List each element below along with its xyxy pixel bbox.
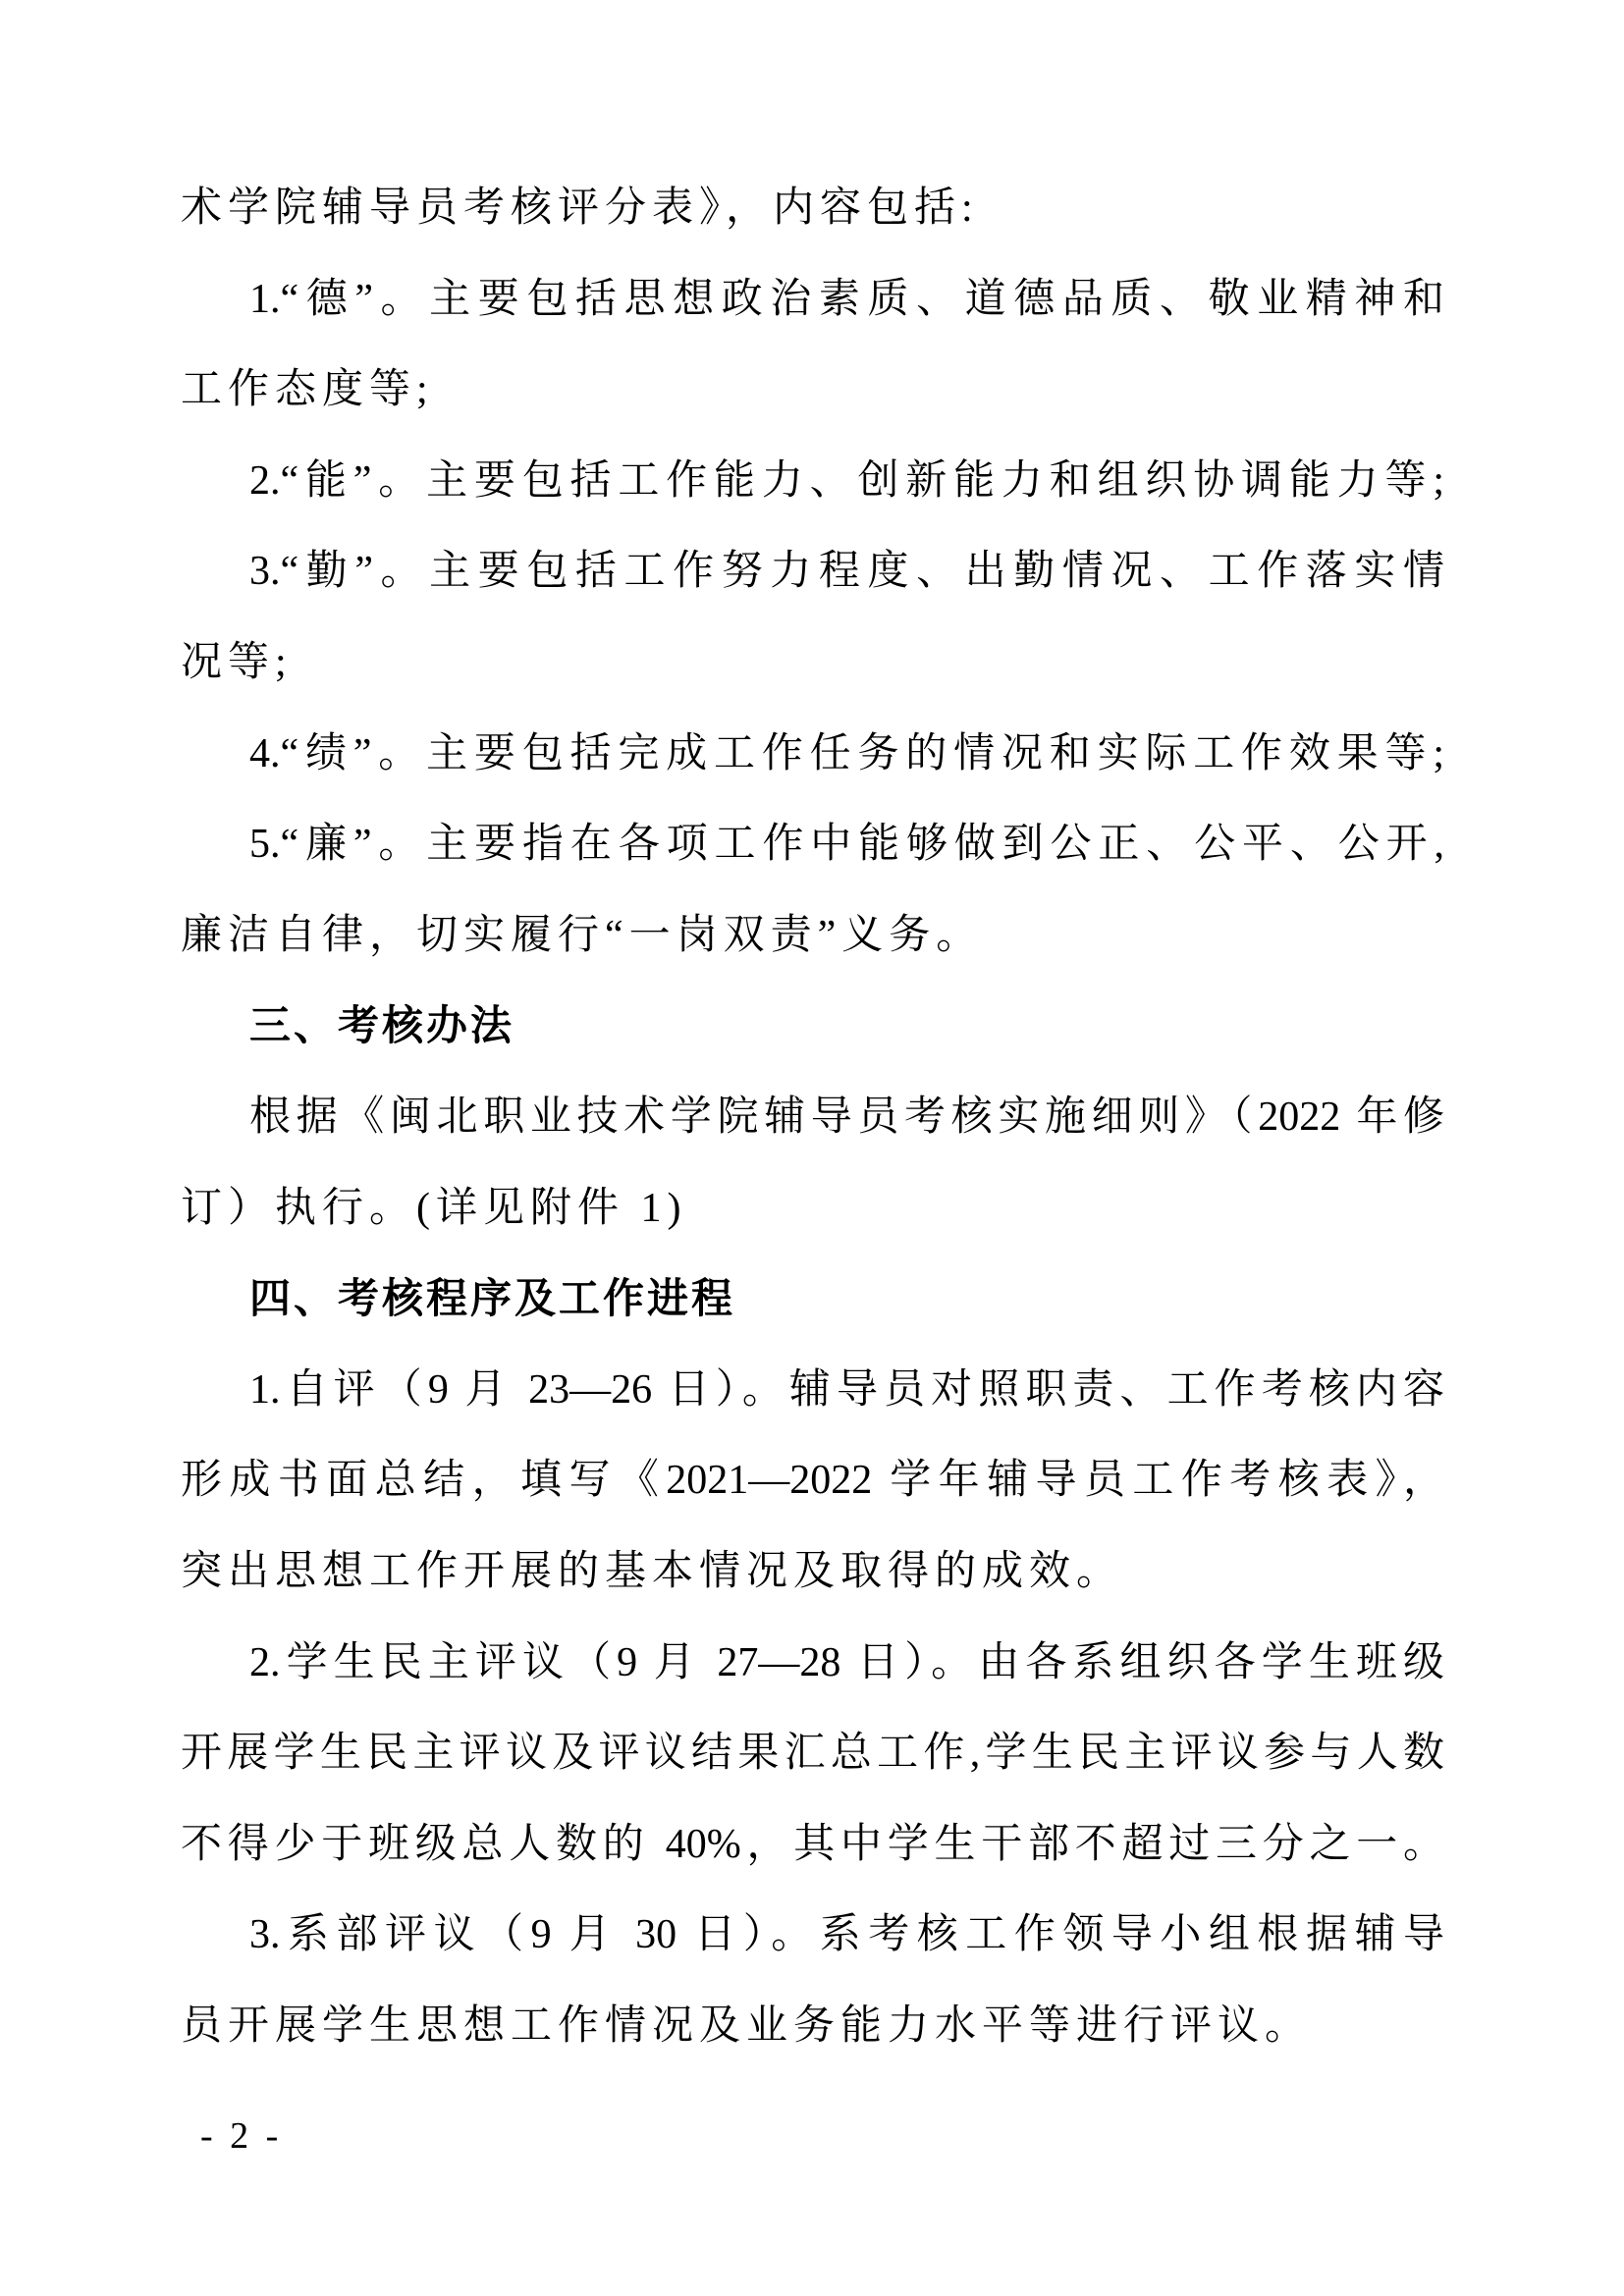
text-line: 况等; xyxy=(181,639,293,685)
text-line: 术学院辅导员考核评分表》，内容包括: xyxy=(181,186,979,231)
text-line: 2.学生民主评议（9 月 27—28 日）。由各系组织各学生班级 xyxy=(249,1639,1444,1685)
text-line: 订）执行。(详见附件 1) xyxy=(181,1185,687,1231)
text-line: 廉洁自律，切实履行“一岗双责”义务。 xyxy=(181,912,984,958)
text-line: 开展学生民主评议及评议结果汇总工作,学生民主评议参与人数 xyxy=(181,1731,1444,1777)
text-line: 5.“廉”。主要指在各项工作中能够做到公正、公平、公开, xyxy=(249,822,1444,868)
page-number: - 2 - xyxy=(200,2115,283,2157)
text-line: 1.自评（9 月 23—26 日）。辅导员对照职责、工作考核内容 xyxy=(249,1366,1444,1413)
text-lines xyxy=(181,163,1444,2071)
text-line: 2.“能”。主要包括工作能力、创新能力和组织协调能力等; xyxy=(249,457,1444,504)
section-heading: 四、考核程序及工作进程 xyxy=(249,1275,736,1322)
text-line: 4.“绩”。主要包括完成工作任务的情况和实际工作效果等; xyxy=(249,730,1444,776)
text-line: 形成书面总结，填写《2021—2022 学年辅导员工作考核表》， xyxy=(181,1458,1444,1504)
text-line: 根据《闽北职业技术学院辅导员考核实施细则》（2022 年修 xyxy=(249,1094,1444,1140)
text-line: 3.“勤”。主要包括工作努力程度、出勤情况、工作落实情 xyxy=(249,549,1444,595)
text-line: 工作态度等; xyxy=(181,367,434,413)
text-line: 3.系部评议（9 月 30 日）。系考核工作领导小组根据辅导 xyxy=(249,1912,1444,1958)
text-line: 不得少于班级总人数的 40%，其中学生干部不超过三分之一。 xyxy=(181,1821,1444,1867)
section-heading: 三、考核办法 xyxy=(249,1002,515,1049)
text-line: 1.“德”。主要包括思想政治素质、道德品质、敬业精神和 xyxy=(249,276,1444,322)
text-line: 员开展学生思想工作情况及业务能力水平等进行评议。 xyxy=(181,2002,1313,2049)
text-line: 突出思想工作开展的基本情况及取得的成效。 xyxy=(181,1548,1124,1594)
